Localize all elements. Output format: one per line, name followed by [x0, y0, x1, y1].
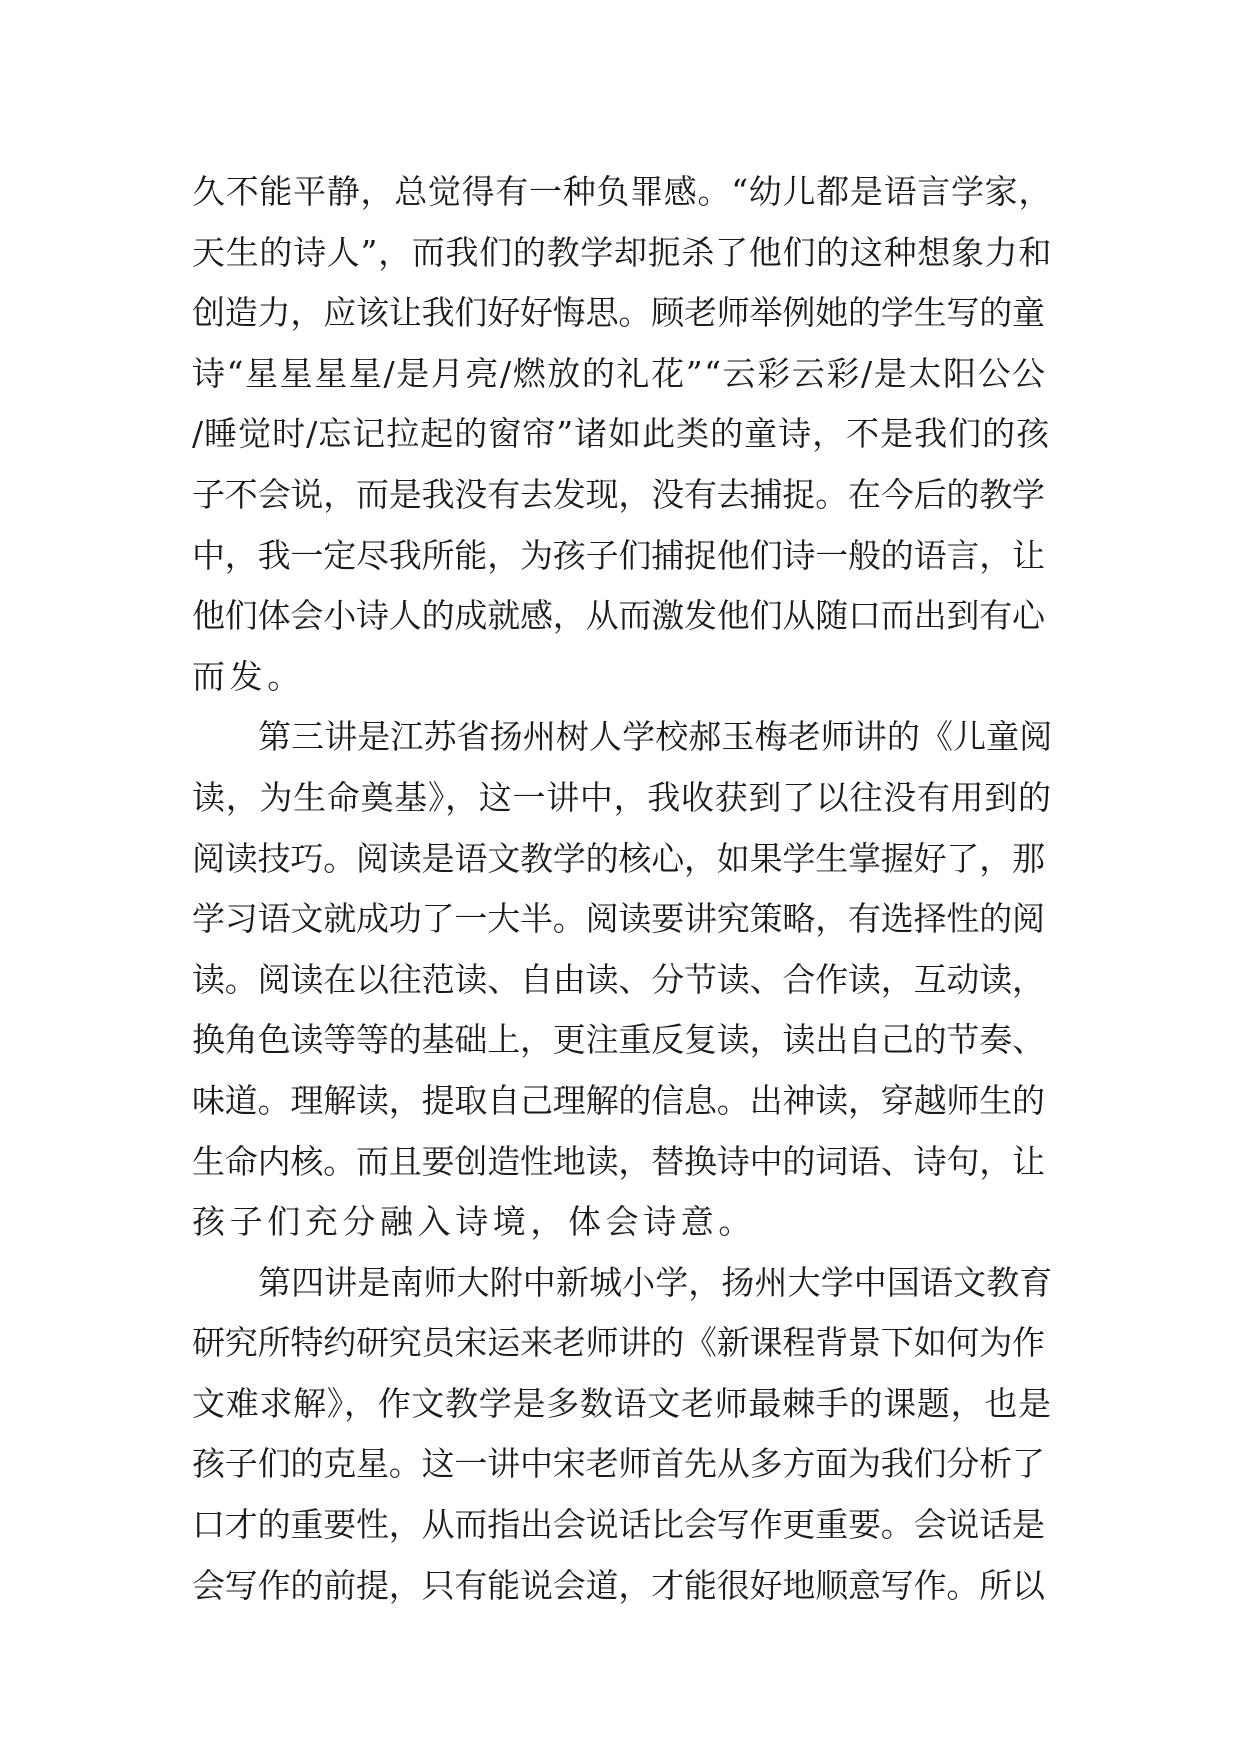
- text-line: 创造力，应该让我们好好悔思。顾老师举例她的学生写的童: [192, 293, 1045, 333]
- text-line: 生命内核。而且要创造性地读，替换诗中的词语、诗句，让: [192, 1141, 1045, 1181]
- body-text: [192, 162, 1052, 1616]
- text-line: 天生的诗人”，而我们的教学却扼杀了他们的这种想象力和: [192, 232, 1053, 272]
- text-line: 诗“星星星星/是月亮/燃放的礼花”“云彩云彩/是太阳公公: [192, 353, 1047, 393]
- text-line: 孩子们的克星。这一讲中宋老师首先从多方面为我们分析了: [192, 1444, 1045, 1484]
- text-line: 味道。理解读，提取自己理解的信息。出神读，穿越师生的: [192, 1080, 1045, 1120]
- text-line: 会写作的前提，只有能说会道，才能很好地顺意写作。所以: [192, 1565, 1045, 1605]
- text-line: /睡觉时/忘记拉起的窗帘”诸如此类的童诗，不是我们的孩: [192, 414, 1051, 454]
- text-line: 换角色读等等的基础上，更注重反复读，读出自己的节奏、: [192, 1020, 1045, 1060]
- text-line: 他们体会小诗人的成就感，从而激发他们从随口而出到有心: [192, 596, 1045, 636]
- text-line: 文难求解》，作文教学是多数语文老师最棘手的课题，也是: [192, 1383, 1052, 1423]
- text-line: 中，我一定尽我所能，为孩子们捕捉他们诗一般的语言，让: [192, 535, 1045, 575]
- text-line: 久不能平静，总觉得有一种负罪感。“幼儿都是语言学家，: [192, 172, 1053, 211]
- text-line: 第三讲是江苏省扬州树人学校郝玉梅老师讲的《儿童阅: [258, 717, 1053, 757]
- text-line: 学习语文就成功了一大半。阅读要讲究策略，有选择性的阅: [192, 899, 1045, 939]
- text-line: 读，为生命奠基》，这一讲中，我收获到了以往没有用到的: [192, 777, 1052, 817]
- text-line: 第四讲是南师大附中新城小学，扬州大学中国语文教育: [258, 1262, 1053, 1302]
- text-line: 而发。: [192, 656, 305, 696]
- text-line: 口才的重要性，从而指出会说话比会写作更重要。会说话是: [192, 1505, 1045, 1545]
- text-line: 阅读技巧。阅读是语文教学的核心，如果学生掌握好了，那: [192, 838, 1045, 878]
- text-line: 读。阅读在以往范读、自由读、分节读、合作读，互动读，: [192, 959, 1045, 999]
- text-line: 孩子们充分融入诗境，体会诗意。: [192, 1202, 756, 1242]
- text-line: 子不会说，而是我没有去发现，没有去捕捉。在今后的教学: [192, 474, 1045, 514]
- text-line: 研究所特约研究员宋运来老师讲的《新课程背景下如何为作: [192, 1323, 1045, 1363]
